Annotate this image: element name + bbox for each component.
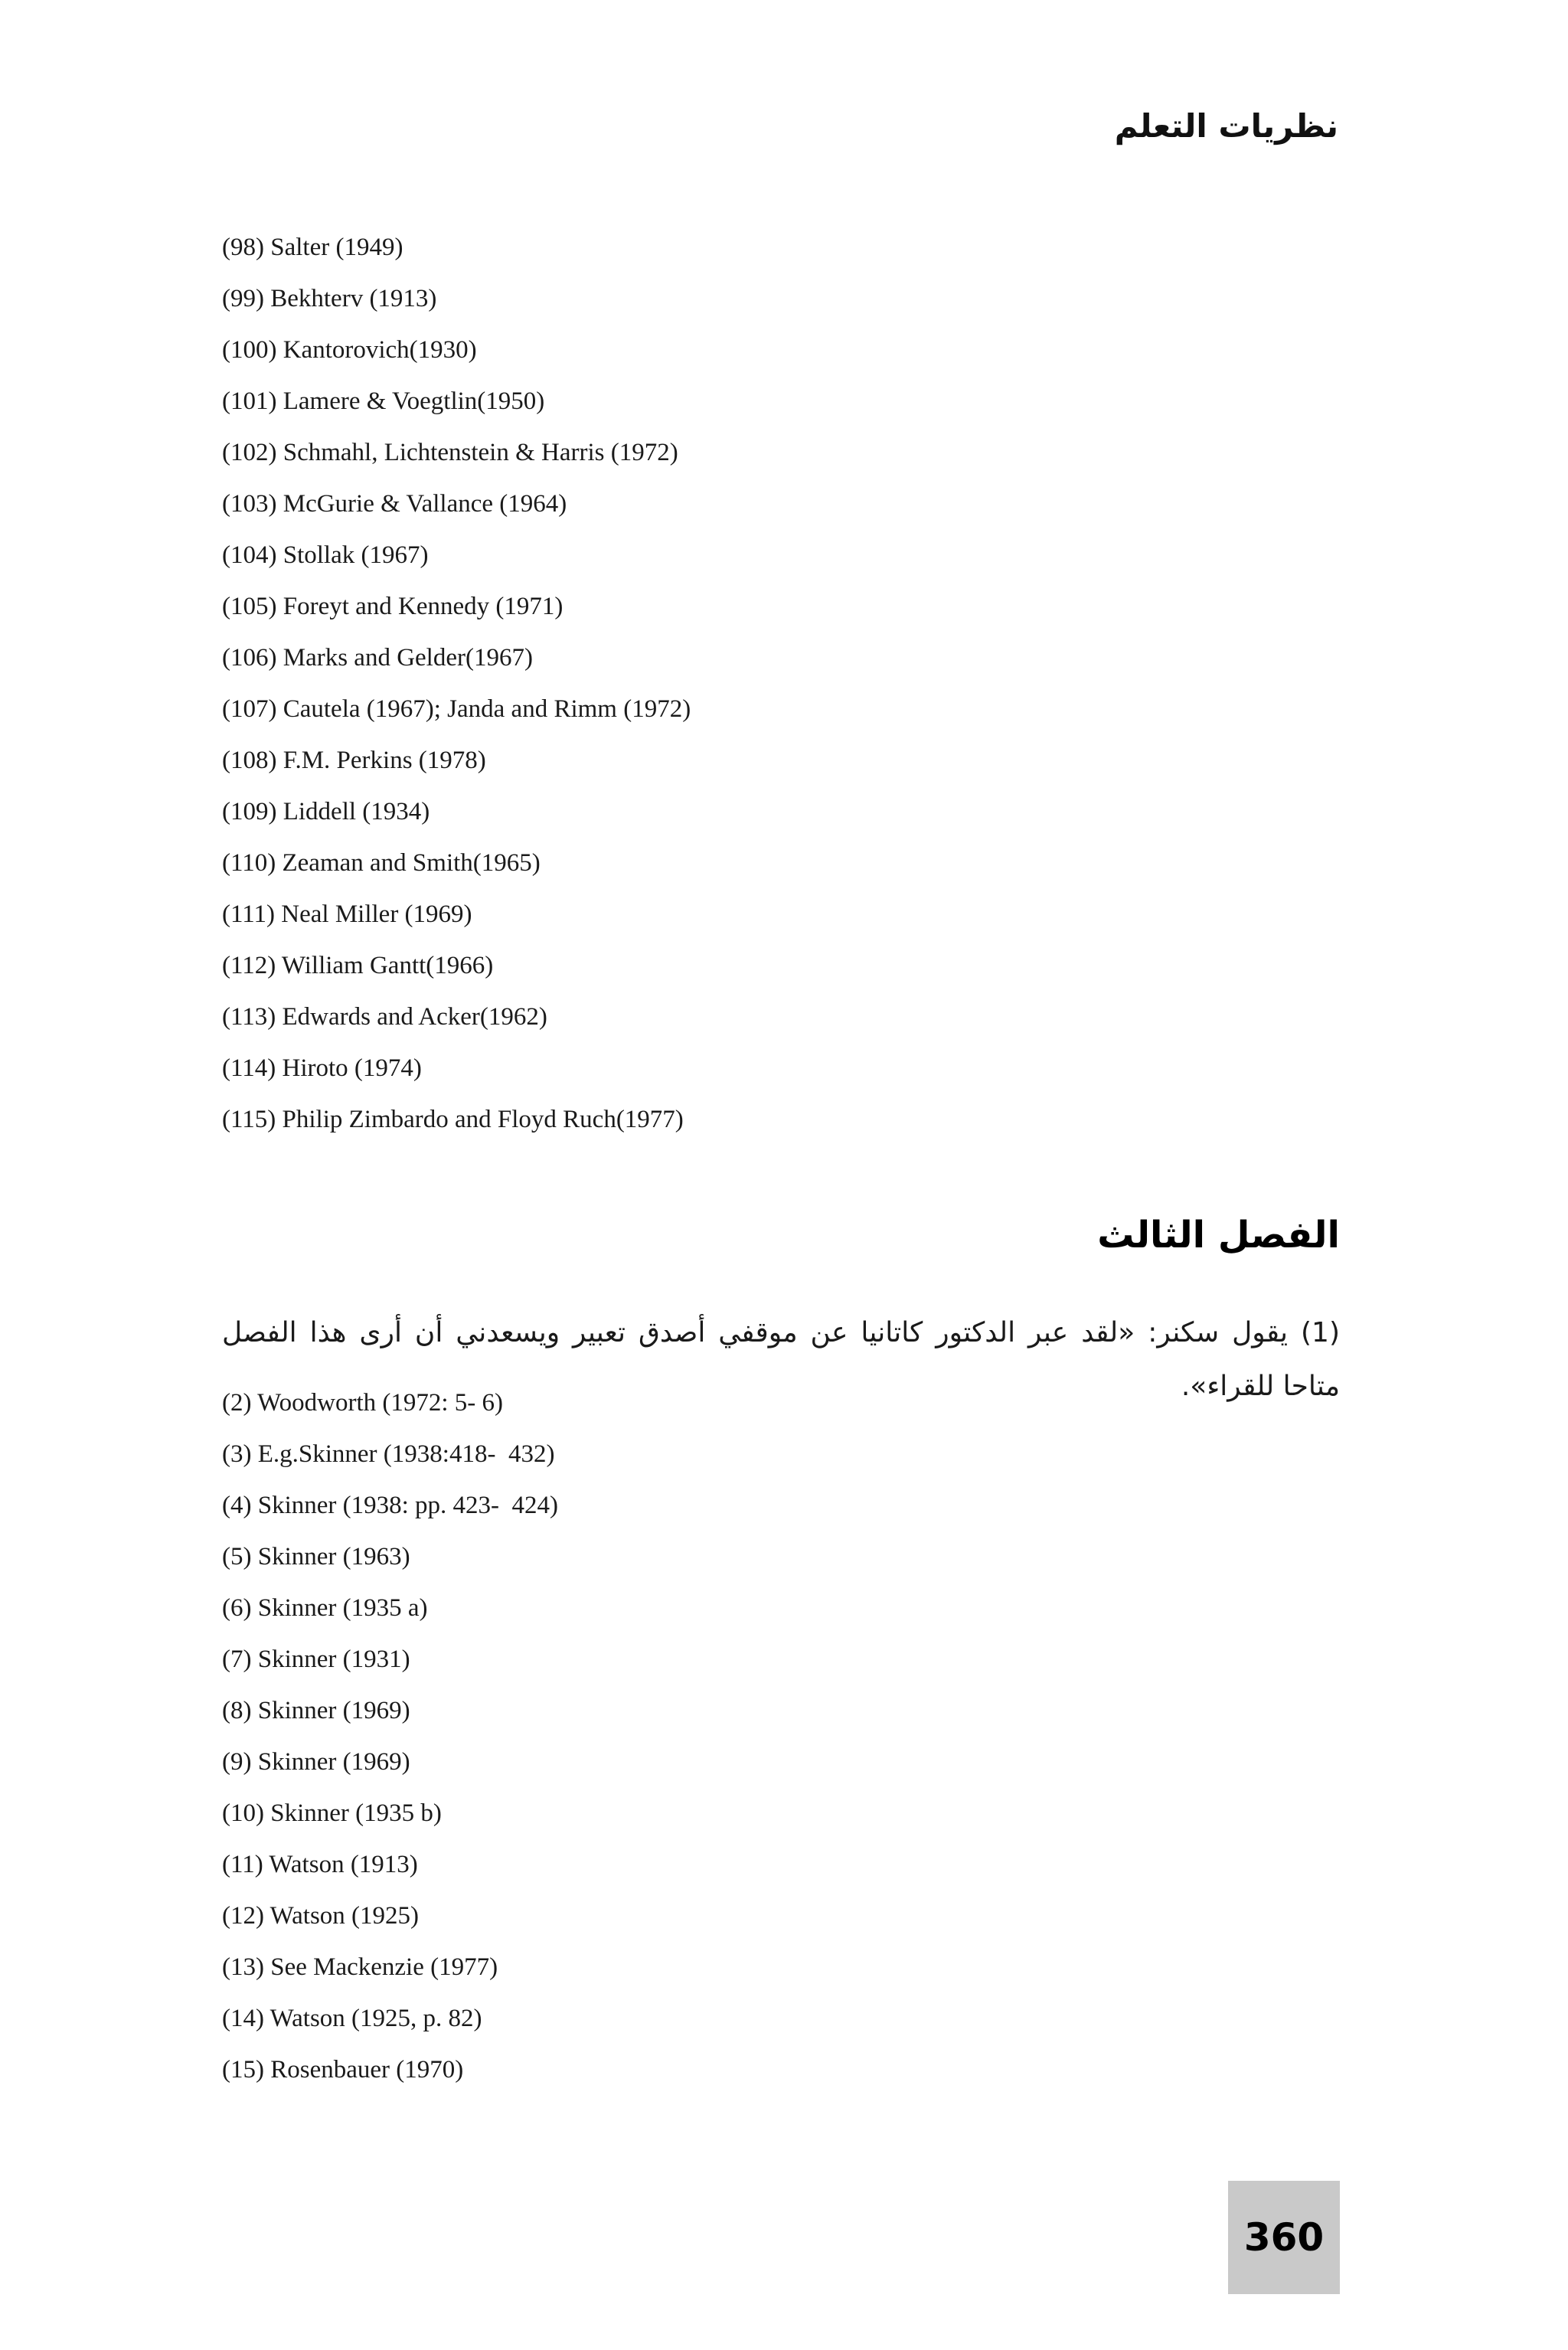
- reference-item: (3) E.g.Skinner (1938:418- 432): [222, 1440, 555, 1468]
- reference-item: (6) Skinner (1935 a): [222, 1594, 428, 1622]
- running-header-book-title: نظريات التعلم: [1114, 107, 1338, 145]
- reference-item: (115) Philip Zimbardo and Floyd Ruch(1977): [222, 1106, 684, 1133]
- chapter3-reference-list: [222, 1378, 558, 2096]
- reference-item: (111) Neal Miller (1969): [222, 900, 472, 928]
- reference-item: (9) Skinner (1969): [222, 1748, 410, 1776]
- reference-item: (113) Edwards and Acker(1962): [222, 1003, 547, 1031]
- reference-item: (11) Watson (1913): [222, 1851, 418, 1878]
- reference-item: (104) Stollak (1967): [222, 541, 429, 569]
- reference-item: (112) William Gantt(1966): [222, 952, 494, 979]
- reference-item: (106) Marks and Gelder(1967): [222, 644, 533, 672]
- reference-item: (98) Salter (1949): [222, 234, 403, 261]
- chapter3-note-1: (1) يقول سكنر: «لقد عبر الدكتور كاتانيا عن موقفي أصدق تعبير ويسعدني أن أرى هذا الفصل متاحا للقراء».: [222, 1317, 1340, 1402]
- reference-item: (14) Watson (1925, p. 82): [222, 2005, 482, 2032]
- reference-item: (10) Skinner (1935 b): [222, 1799, 442, 1827]
- chapter2-reference-list: [222, 222, 691, 1146]
- reference-item: (102) Schmahl, Lichtenstein & Harris (1972): [222, 439, 678, 466]
- reference-item: (105) Foreyt and Kennedy (1971): [222, 593, 564, 620]
- reference-item: (101) Lamere & Voegtlin(1950): [222, 387, 545, 415]
- reference-item: (4) Skinner (1938: pp. 423- 424): [222, 1492, 559, 1519]
- reference-item: (2) Woodworth (1972: 5- 6): [222, 1389, 504, 1417]
- reference-item: (107) Cautela (1967); Janda and Rimm (1972): [222, 695, 691, 723]
- chapter3-heading: الفصل الثالث: [1097, 1214, 1340, 1257]
- reference-item: (7) Skinner (1931): [222, 1646, 410, 1673]
- page-number: 360: [1243, 2215, 1325, 2260]
- reference-item: (108) F.M. Perkins (1978): [222, 747, 486, 774]
- reference-item: (8) Skinner (1969): [222, 1697, 410, 1724]
- reference-item: (100) Kantorovich(1930): [222, 336, 477, 364]
- reference-item: (13) See Mackenzie (1977): [222, 1953, 498, 1981]
- reference-item: (114) Hiroto (1974): [222, 1054, 422, 1082]
- reference-item: (99) Bekhterv (1913): [222, 285, 437, 312]
- page-number-box: [1228, 2181, 1340, 2294]
- reference-item: (103) McGurie & Vallance (1964): [222, 490, 567, 518]
- reference-item: (5) Skinner (1963): [222, 1543, 410, 1570]
- reference-item: (12) Watson (1925): [222, 1902, 420, 1930]
- reference-item: (110) Zeaman and Smith(1965): [222, 849, 541, 877]
- reference-item: (15) Rosenbauer (1970): [222, 2056, 464, 2084]
- reference-item: (109) Liddell (1934): [222, 798, 430, 825]
